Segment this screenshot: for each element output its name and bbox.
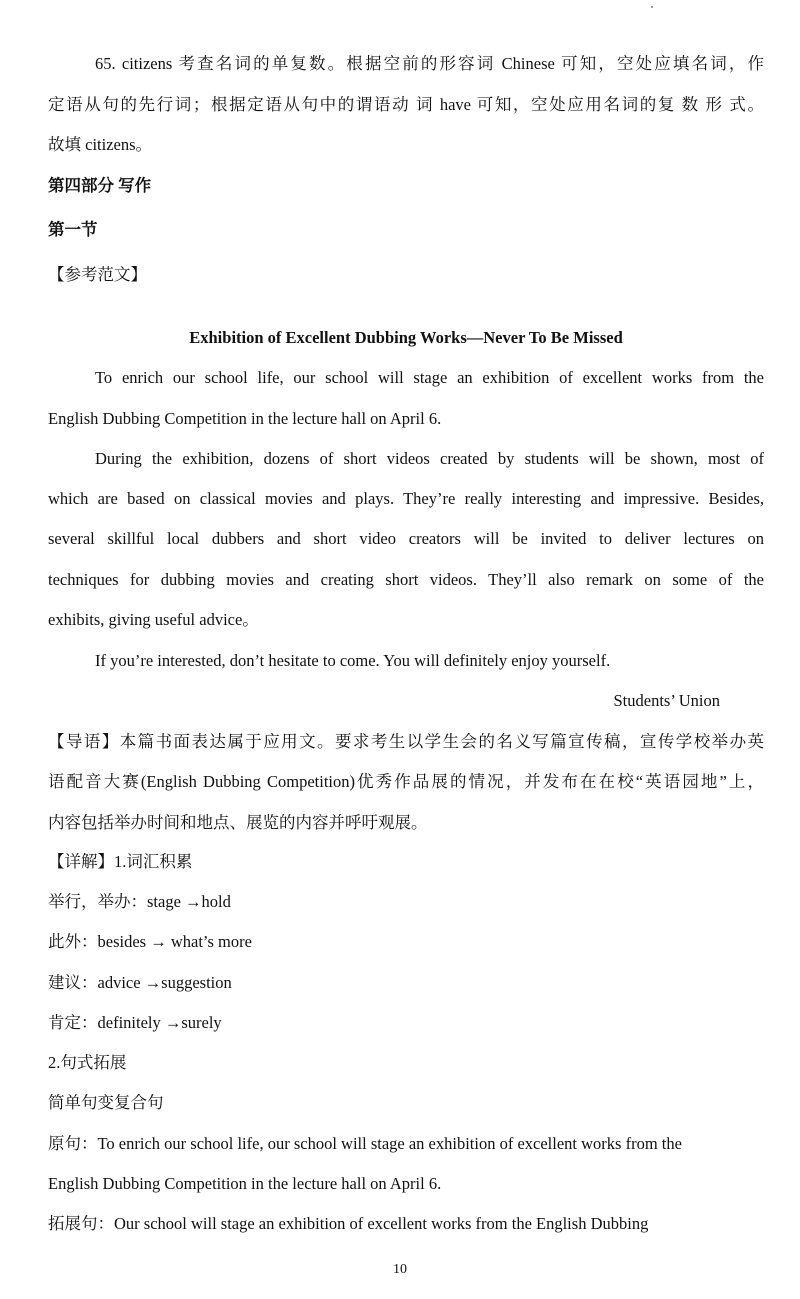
answer-line-2: 定语从句的先行词；根据定语从句中的谓语动 词 have 可知，空处应用名词的复 数 形 式。 [48, 95, 764, 114]
essay-paragraph-2-line-3: several skillful local dubbers and short video creators will be invited to deliver lectures on [48, 529, 764, 548]
essay-paragraph-2-line-4: techniques for dubbing movies and creating short videos. They’ll also remark on some of the [48, 570, 764, 589]
pattern-subheading: 简单句变复合句 [48, 1093, 164, 1112]
essay-paragraph-3: If you’re interested, don’t hesitate to come. You will definitely enjoy yourself. [95, 651, 611, 670]
page-number: 10 [393, 1262, 407, 1277]
essay-paragraph-2-line-5: exhibits, giving useful advice。 [48, 610, 259, 629]
reference-label: 【参考范文】 [48, 265, 147, 284]
essay-paragraph-2-line-2: which are based on classical movies and plays. They’re really interesting and impressive. Besides, [48, 489, 764, 508]
guide-line-3: 内容包括举办时间和地点、展览的内容并呼吁观展。 [48, 813, 428, 832]
scan-speck [651, 6, 653, 8]
original-sentence-line-1: 原句：To enrich our school life, our school will stage an exhibition of excellent works from the [48, 1134, 682, 1153]
section-heading: 第四部分 写作 [48, 176, 152, 195]
essay-title: Exhibition of Excellent Dubbing Works—Never To Be Missed [189, 328, 623, 347]
detail-heading: 【详解】1.词汇积累 [48, 852, 193, 871]
subsection-heading: 第一节 [48, 220, 98, 239]
extended-sentence-line-1: 拓展句：Our school will stage an exhibition of excellent works from the English Dubbing [48, 1214, 649, 1233]
vocab-item-hold: 举行，举办：stage →hold [48, 892, 231, 911]
vocab-item-definitely: 肯定：definitely →surely [48, 1013, 222, 1032]
original-sentence-line-2: English Dubbing Competition in the lecture hall on April 6. [48, 1174, 442, 1193]
vocab-item-besides: 此外：besides → what’s more [48, 932, 252, 951]
answer-line-3: 故填 citizens。 [48, 135, 153, 154]
vocab-item-advice: 建议：advice →suggestion [48, 973, 232, 992]
essay-signature: Students’ Union [613, 691, 720, 710]
guide-line-2: 语配音大赛(English Dubbing Competition)优秀作品展的情况，并发布在在校“英语园地”上， [48, 772, 764, 791]
pattern-heading: 2.句式拓展 [48, 1053, 127, 1072]
answer-line-1: 65. citizens 考查名词的单复数。根据空前的形容词 Chinese 可知，空处应填名词，作 [95, 54, 764, 73]
guide-line-1: 【导语】本篇书面表达属于应用文。要求考生以学生会的名义写篇宣传稿，宣传学校举办英 [48, 732, 764, 751]
essay-paragraph-1-line-1: To enrich our school life, our school will stage an exhibition of excellent works from the [95, 368, 764, 387]
essay-paragraph-2-line-1: During the exhibition, dozens of short videos created by students will be shown, most of [95, 449, 764, 468]
essay-paragraph-1-line-2: English Dubbing Competition in the lecture hall on April 6. [48, 409, 442, 428]
